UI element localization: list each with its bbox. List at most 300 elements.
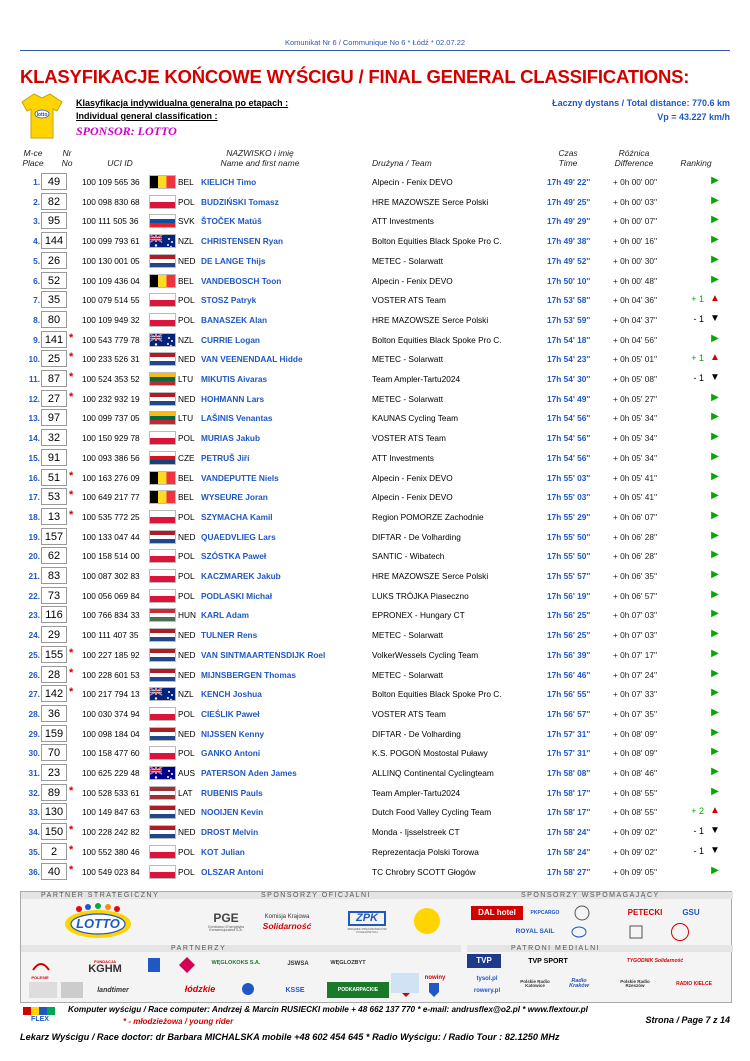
radio-krakow-logo: Radio Kraków — [569, 977, 589, 989]
ranking-same-icon: ▶ — [711, 450, 719, 462]
table-row — [20, 724, 732, 744]
rider-nationality: POL — [178, 571, 195, 581]
rider-time: 17h 58' 24'' — [547, 827, 591, 838]
rider-team: Alpecin - Fenix DEVO — [372, 472, 453, 483]
rider-place: 9. — [33, 334, 40, 345]
country-flag-icon — [149, 530, 176, 544]
rider-time-difference: + 0h 07' 03'' — [613, 610, 658, 621]
ranking-down-icon: ▼ — [710, 372, 720, 383]
young-rider-mark: * — [69, 646, 74, 659]
rider-uci-id: 100 549 023 84 — [82, 866, 140, 877]
rider-time-difference: + 0h 04' 37'' — [613, 314, 658, 325]
rider-nationality: POL — [178, 590, 195, 601]
rider-time: 17h 49' 25'' — [547, 196, 591, 207]
rider-nationality: POL — [178, 433, 195, 444]
rider-time: 17h 49' 22'' — [547, 177, 591, 187]
rider-time-difference: + 0h 09' 02'' — [613, 827, 658, 838]
rider-nationality: HUN — [178, 610, 196, 621]
rider-nationality: BEL — [178, 492, 194, 503]
rider-nationality: POL — [178, 708, 195, 719]
table-row — [20, 822, 732, 842]
rider-name: GANKO Antoni — [201, 748, 261, 759]
table-row — [20, 842, 732, 862]
rider-nationality: NED — [178, 728, 196, 739]
rider-uci-id: 100 233 526 31 — [82, 354, 140, 365]
country-flag-icon — [149, 727, 176, 741]
rider-time-difference: + 0h 00' 48'' — [613, 275, 658, 286]
royal-sail-logo: ROYAL SAIL — [515, 927, 555, 935]
rider-number: 23 — [41, 764, 67, 781]
rider-uci-id: 100 087 302 83 — [82, 571, 140, 581]
solidarnosc-text: Solidarność — [262, 920, 312, 931]
rider-time: 17h 56' 57'' — [547, 708, 591, 719]
classification-title-pl: Klasyfikacja indywidualna generalna po etapach : — [76, 98, 289, 108]
rider-team: Alpecin - Fenix DEVO — [372, 177, 453, 187]
rider-team: LUKS TRÓJKA Piaseczno — [372, 590, 469, 601]
country-flag-icon — [149, 274, 176, 288]
country-flag-icon — [149, 549, 176, 563]
table-row — [20, 566, 732, 586]
rider-place: 4. — [33, 236, 40, 247]
rider-time-difference: + 0h 05' 08'' — [613, 374, 658, 384]
table-row — [20, 645, 732, 665]
rider-uci-id: 100 552 380 46 — [82, 846, 140, 857]
jsw-logo: JSWSA — [287, 961, 309, 967]
rider-time: 17h 57' 31'' — [547, 728, 591, 739]
young-rider-mark: * — [69, 351, 74, 364]
rider-time-difference: + 0h 06' 35'' — [613, 571, 658, 581]
sponsors-panel — [20, 891, 732, 1003]
rider-team: VolkerWessels Cycling Team — [372, 649, 479, 660]
rider-time: 17h 54' 18'' — [547, 334, 591, 345]
col-place-en: Place — [22, 158, 44, 168]
tauron-logo — [171, 955, 203, 975]
rider-number: 27 — [41, 390, 67, 407]
rider-team: Dutch Food Valley Cycling Team — [372, 807, 492, 818]
rider-number: 13 — [41, 508, 67, 525]
rider-place: 22. — [28, 590, 40, 601]
classification-title-en: Individual general classification : — [76, 111, 218, 121]
country-flag-icon — [149, 510, 176, 524]
rider-time: 17h 53' 58'' — [547, 295, 591, 306]
rider-place: 33. — [28, 807, 40, 818]
rider-uci-id: 100 133 047 44 — [82, 531, 140, 542]
country-flag-icon — [149, 392, 176, 406]
rider-nationality: NED — [178, 393, 196, 404]
rider-time-difference: + 0h 00' 16'' — [613, 236, 658, 247]
rider-time: 17h 55' 50'' — [547, 551, 591, 562]
rider-nationality: NZL — [178, 334, 194, 345]
rider-time-difference: + 0h 00' 07'' — [613, 216, 658, 227]
rider-number: 89 — [41, 784, 67, 801]
ranking-same-icon: ▶ — [711, 549, 719, 561]
young-rider-mark: * — [69, 843, 74, 856]
rider-nationality: NED — [178, 531, 196, 542]
table-row — [20, 665, 732, 685]
rider-place: 31. — [28, 768, 40, 778]
rider-team: DIFTAR - De Volharding — [372, 531, 461, 542]
col-name — [205, 148, 315, 168]
rider-place: 32. — [28, 787, 40, 798]
rider-number: 130 — [41, 803, 67, 820]
rider-number: 62 — [41, 547, 67, 564]
classification-sponsor: SPONSOR: LOTTO — [76, 124, 177, 138]
rider-name: LAŠINIS Venantas — [201, 413, 273, 424]
rider-time: 17h 56' 19'' — [547, 590, 591, 601]
rider-place: 7. — [33, 295, 40, 306]
rider-uci-id: 100 766 834 33 — [82, 610, 140, 621]
rider-number: 51 — [41, 469, 67, 486]
strategic-partner-heading: PARTNER STRATEGICZNY — [41, 892, 160, 899]
rider-team: K.S. POGOŃ Mostostal Puławy — [372, 748, 488, 759]
weglokoks-logo: WĘGLOKOKS S.A. — [211, 960, 261, 967]
solidarnosc-logo — [259, 905, 315, 939]
young-rider-mark: * — [69, 863, 74, 876]
rider-name: CURRIE Logan — [201, 334, 260, 345]
table-row — [20, 684, 732, 704]
rider-uci-id: 100 217 794 13 — [82, 689, 140, 700]
rider-time: 17h 58' 17'' — [547, 787, 591, 798]
rider-nationality: POL — [178, 748, 195, 759]
rider-uci-id: 100 030 374 94 — [82, 708, 140, 719]
ranking-same-icon: ▶ — [711, 234, 719, 246]
rider-place: 23. — [28, 610, 40, 621]
young-rider-mark: * — [69, 469, 74, 482]
sponsor-icon-small — [569, 925, 589, 939]
col-name-en: Name and first name — [220, 158, 300, 168]
nowiny-logo: nowiny — [424, 975, 446, 981]
country-flag-icon — [149, 589, 176, 603]
yellow-jersey-icon — [20, 92, 64, 140]
ranking-same-icon: ▶ — [711, 706, 719, 718]
country-flag-icon — [149, 471, 176, 485]
rider-time-difference: + 0h 06' 57'' — [613, 590, 658, 601]
rider-nationality: POL — [178, 314, 195, 325]
pge-logo — [201, 905, 251, 939]
race-doctor-info: Lekarz Wyścigu / Race doctor: dr Barbara MICHALSKA mobile +48 602 454 645 * Radio Wyścigu: / Radio Tour : 82.1250 MHz — [20, 1032, 560, 1042]
rider-place: 5. — [33, 255, 40, 266]
rider-time: 17h 54' 56'' — [547, 433, 591, 444]
rider-nationality: NED — [178, 669, 196, 680]
ranking-same-icon: ▶ — [711, 647, 719, 659]
rider-number: 70 — [41, 744, 67, 761]
rider-nationality: BEL — [178, 275, 194, 286]
rider-number: 32 — [41, 429, 67, 446]
rider-nationality: SVK — [178, 216, 195, 227]
rider-time-difference: + 0h 07' 17'' — [613, 649, 658, 660]
rider-team: METEC - Solarwatt — [372, 393, 443, 404]
rider-place: 29. — [28, 728, 40, 739]
rider-uci-id: 100 543 779 78 — [82, 334, 140, 345]
rider-number: 25 — [41, 350, 67, 367]
rider-place: 11. — [28, 374, 40, 384]
rider-place: 14. — [28, 433, 40, 444]
komisja-text: Komisja Krajowa — [264, 913, 310, 920]
ranking-same-icon: ▶ — [711, 687, 719, 699]
rider-number: 97 — [41, 409, 67, 426]
ranking-same-icon: ▶ — [711, 588, 719, 600]
rider-time-difference: + 0h 07' 33'' — [613, 689, 658, 700]
rider-name: CIEŚLIK Paweł — [201, 708, 260, 719]
rider-number: 155 — [41, 646, 67, 663]
table-row — [20, 763, 732, 783]
rider-time: 17h 49' 52'' — [547, 255, 591, 266]
ranking-down-icon: ▼ — [710, 312, 720, 324]
rider-place: 6. — [33, 275, 40, 286]
rider-number: 40 — [41, 863, 67, 880]
official-sponsors-heading: SPONSORZY OFICJALNI — [261, 892, 372, 899]
rider-time: 17h 54' 23'' — [547, 354, 591, 365]
table-row — [20, 802, 732, 822]
rider-nationality: BEL — [178, 472, 194, 483]
rider-place: 1. — [33, 177, 40, 187]
col-team: Drużyna / Team — [372, 158, 432, 168]
rider-place: 36. — [28, 866, 40, 877]
ranking-same-icon: ▶ — [711, 273, 719, 285]
landtimer-logo: landtimer — [97, 986, 129, 994]
rider-team: Monda - Ijsselstreek CT — [372, 827, 460, 838]
rider-time-difference: + 0h 07' 35'' — [613, 708, 658, 719]
young-rider-mark: * — [69, 824, 74, 837]
rider-number: 157 — [41, 528, 67, 545]
table-row — [20, 743, 732, 763]
radio-rzeszow-logo: Polskie Radio Rzeszów — [620, 978, 650, 988]
rider-name: KARL Adam — [201, 610, 249, 621]
fundacja-text: FUNDACJA — [94, 958, 116, 964]
country-flag-icon — [149, 451, 176, 465]
rider-time-difference: + 0h 08' 46'' — [613, 768, 658, 778]
rider-time: 17h 56' 55'' — [547, 689, 591, 700]
ranking-same-icon: ▶ — [711, 785, 719, 797]
rider-nationality: POL — [178, 196, 195, 207]
tysol-logo: tysol.pl — [476, 976, 498, 982]
tygodnik-logo: TYGODNIK Solidarność — [626, 957, 684, 964]
rider-time-difference: + 0h 09' 02'' — [613, 846, 658, 857]
rider-uci-id: 100 130 001 05 — [82, 255, 140, 266]
rider-name: TULNER Rens — [201, 630, 258, 641]
rider-number: 95 — [41, 212, 67, 229]
ranking-same-icon: ▶ — [711, 194, 719, 206]
rider-uci-id: 100 625 229 48 — [82, 768, 140, 778]
media-icon-1 — [391, 973, 419, 993]
rider-number: 87 — [41, 370, 67, 387]
rider-name: ŠTOČEK Matúš — [201, 216, 262, 227]
rider-uci-id: 100 099 793 61 — [82, 236, 140, 247]
rider-time: 17h 55' 03'' — [547, 492, 591, 503]
rider-uci-id: 100 098 830 68 — [82, 196, 140, 207]
rider-team: HRE MAZOWSZE Serce Polski — [372, 196, 489, 207]
rider-number: 53 — [41, 488, 67, 505]
rider-time-difference: + 0h 06' 28'' — [613, 531, 658, 542]
rider-number: 73 — [41, 587, 67, 604]
rider-number: 142 — [41, 685, 67, 702]
col-diff — [606, 148, 662, 168]
lotto-logo-text: LOTTO — [76, 916, 120, 931]
rider-team: Bolton Equities Black Spoke Pro C. — [372, 689, 502, 700]
rider-team: VOSTER ATS Team — [372, 295, 446, 306]
rider-time: 17h 58' 08'' — [547, 768, 591, 778]
country-flag-icon — [149, 668, 176, 682]
partner-icon-1 — [141, 955, 167, 975]
partner-icon-2 — [29, 982, 57, 998]
rider-team: DIFTAR - De Volharding — [372, 728, 461, 739]
rider-time: 17h 54' 56'' — [547, 413, 591, 424]
ranking-change: - 1 — [693, 313, 704, 324]
rider-nationality: LTU — [178, 413, 194, 424]
rider-nationality: NED — [178, 255, 196, 266]
rider-time-difference: + 0h 07' 03'' — [613, 630, 658, 641]
rider-nationality: BEL — [178, 177, 194, 187]
communique-header: Komunikat Nr 6 / Communique No 6 * Łódź * 02.07.22 — [0, 38, 750, 47]
rider-nationality: POL — [178, 551, 195, 562]
ranking-up-icon: ▲ — [710, 352, 720, 364]
ranking-down-icon: ▼ — [710, 844, 720, 856]
table-row — [20, 310, 732, 330]
rider-place: 12. — [28, 393, 40, 404]
country-flag-icon — [149, 175, 176, 189]
rider-nationality: NED — [178, 630, 196, 641]
rider-number: 82 — [41, 193, 67, 210]
rider-time-difference: + 0h 09' 05'' — [613, 866, 658, 877]
rider-time-difference: + 0h 05' 01'' — [613, 354, 658, 365]
rider-place: 2. — [33, 196, 40, 207]
rider-number: 49 — [41, 173, 67, 190]
gsu-logo: GSU — [682, 908, 700, 917]
ranking-same-icon: ▶ — [711, 470, 719, 482]
country-flag-icon — [149, 707, 176, 721]
rider-time-difference: + 0h 05' 27'' — [613, 393, 658, 404]
svg-text:lotto: lotto — [36, 112, 48, 118]
rider-uci-id: 100 149 847 63 — [82, 807, 140, 818]
ranking-same-icon: ▶ — [711, 726, 719, 738]
rider-name: NOOIJEN Kevin — [201, 807, 264, 818]
rider-place: 20. — [28, 551, 40, 562]
rider-place: 21. — [28, 571, 40, 581]
table-row — [20, 704, 732, 724]
table-row — [20, 192, 732, 212]
rider-place: 30. — [28, 748, 40, 759]
zpk-logo-text: ZPK — [348, 911, 386, 926]
rider-uci-id: 100 535 772 25 — [82, 511, 140, 522]
rider-place: 25. — [28, 649, 40, 660]
kghm-text: KGHM — [88, 962, 122, 975]
rider-nationality: POL — [178, 295, 195, 306]
rider-place: 19. — [28, 531, 40, 542]
rider-place: 27. — [28, 689, 40, 700]
rider-name: BANASZEK Alan — [201, 314, 268, 325]
partner-icon-3 — [61, 982, 83, 998]
rider-name: KOT Julian — [201, 846, 245, 857]
rider-name: VAN SINTMAARTENSDIJK Roel — [201, 649, 326, 660]
rider-team: Team Ampler-Tartu2024 — [372, 374, 461, 384]
ranking-up-icon: ▲ — [710, 805, 720, 817]
col-place — [20, 148, 46, 168]
rider-uci-id: 100 232 932 19 — [82, 393, 140, 404]
spoldzielnia-logo-icon — [567, 904, 597, 922]
rider-place: 10. — [28, 354, 40, 365]
ranking-same-icon: ▶ — [711, 509, 719, 521]
table-row — [20, 389, 732, 409]
col-nr-en: No — [61, 158, 73, 168]
rider-name: MURIAS Jakub — [201, 433, 261, 444]
rider-nationality: NED — [178, 649, 196, 660]
rider-time-difference: + 0h 05' 34'' — [613, 433, 658, 444]
rider-nationality: NZL — [178, 689, 194, 700]
rider-name: DE LANGE Thijs — [201, 255, 266, 266]
young-rider-mark: * — [69, 489, 74, 502]
country-flag-icon — [149, 608, 176, 622]
rider-uci-id: 100 109 949 32 — [82, 314, 140, 325]
rider-number: 141 — [41, 331, 67, 348]
rider-uci-id: 100 524 353 52 — [82, 374, 140, 384]
table-row — [20, 349, 732, 369]
rider-name: PATERSON Aden James — [201, 768, 297, 778]
table-row — [20, 251, 732, 271]
rider-time: 17h 57' 31'' — [547, 748, 591, 759]
ranking-change: - 1 — [693, 373, 704, 383]
partner-icon-4 — [235, 980, 261, 998]
rider-team: VOSTER ATS Team — [372, 433, 446, 444]
rider-name: VANDEBOSCH Toon — [201, 275, 282, 286]
rider-name: MIKUTIS Aivaras — [201, 374, 268, 384]
dal-hotel-logo: DAL hotel — [471, 906, 523, 920]
ranking-same-icon: ▶ — [711, 569, 719, 580]
rider-uci-id: 100 109 565 36 — [82, 177, 140, 187]
ranking-same-icon: ▶ — [711, 864, 719, 876]
rider-number: 26 — [41, 252, 67, 269]
country-flag-icon — [149, 234, 176, 248]
rider-time: 17h 56' 46'' — [547, 669, 591, 680]
rider-number: 91 — [41, 449, 67, 466]
ranking-same-icon: ▶ — [711, 766, 719, 777]
rider-time: 17h 56' 39'' — [547, 649, 591, 660]
media-patrons-heading: PATRONI MEDIALNI — [511, 945, 601, 952]
rider-time-difference: + 0h 00' 03'' — [613, 196, 658, 207]
ranking-change: + 1 — [691, 353, 704, 364]
country-flag-icon — [149, 569, 176, 583]
radio-katowice-logo: Polskie Radio Katowice — [520, 978, 550, 988]
ranking-change: - 1 — [693, 826, 704, 837]
rider-place: 15. — [28, 452, 40, 463]
rider-team: TC Chrobry SCOTT Głogów — [372, 866, 476, 877]
rider-time-difference: + 0h 05' 34'' — [613, 413, 658, 424]
country-flag-icon — [149, 372, 176, 386]
rider-time: 17h 56' 25'' — [547, 630, 591, 641]
table-row — [20, 408, 732, 428]
table-row — [20, 783, 732, 803]
table-row — [20, 231, 732, 251]
rider-team: ALLINQ Continental Cyclingteam — [372, 768, 494, 778]
ranking-down-icon: ▼ — [710, 825, 720, 837]
rider-nationality: POL — [178, 866, 195, 877]
rider-name: WYSEURE Joran — [201, 492, 268, 503]
col-diff-pl: Różnica — [618, 148, 650, 158]
rider-time: 17h 54' 30'' — [547, 374, 591, 384]
rider-place: 3. — [33, 216, 40, 227]
ranking-same-icon: ▶ — [711, 391, 719, 403]
rider-name: SZYMACHA Kamil — [201, 511, 273, 522]
pge-logo-subtitle: Górnictwo i Energetyka Konwencjonalna S.A. — [207, 924, 245, 932]
rider-time-difference: + 0h 08' 09'' — [613, 728, 658, 739]
rider-number: 144 — [41, 232, 67, 249]
ranking-change: - 1 — [693, 845, 704, 856]
rider-number: 35 — [41, 291, 67, 308]
rider-uci-id: 100 099 737 05 — [82, 413, 140, 424]
rider-uci-id: 100 093 386 56 — [82, 452, 140, 463]
rider-number: 29 — [41, 626, 67, 643]
rider-place: 24. — [28, 630, 40, 641]
rider-place: 26. — [28, 669, 40, 680]
